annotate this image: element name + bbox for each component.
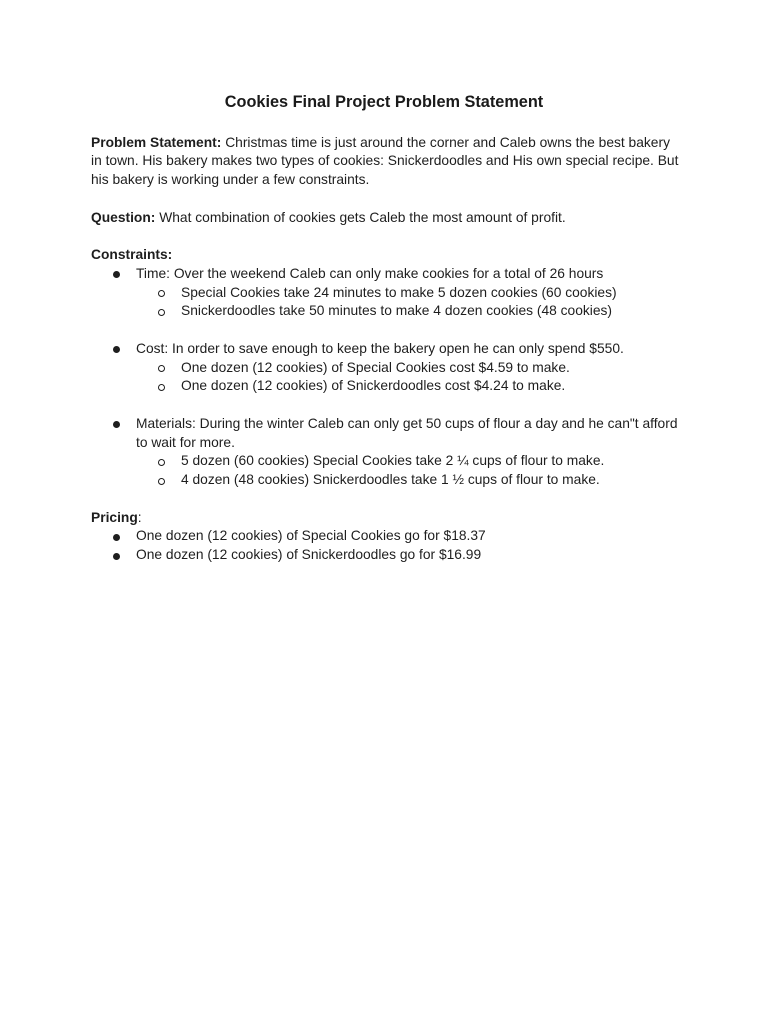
sub-bullet-icon [158,290,165,297]
pricing-label: Pricing [91,509,138,525]
pricing-heading [91,509,682,528]
pricing-list [91,527,682,565]
constraint-subitem [136,284,682,303]
bullet-icon [113,421,120,428]
constraint-subitem-text: One dozen (12 cookies) of Snickerdoodles cost $4.24 to make. [181,378,566,394]
constraint-text: Cost: In order to save enough to keep the bakery open he can only spend $550. [136,340,624,356]
constraint-subitem [136,377,682,396]
bullet-icon [113,271,120,278]
problem-statement-text: Christmas time is just around the corner and Caleb owns the best bakery in town. His bakery makes two types of cookies: Snickerdoodles and His own special recipe. But his bakery is working under a few constraints. [91,134,679,188]
constraint-text: Materials: During the winter Caleb can only get 50 cups of flour a day and he can"t afford to wait for more. [136,415,678,450]
pricing-punctuation: : [137,509,142,525]
bullet-icon [113,346,120,353]
document-title: Cookies Final Project Problem Statement [224,93,544,111]
constraint-subitem-text: Special Cookies take 24 minutes to make 5 dozen cookies (60 cookies) [181,284,617,300]
constraint-item-materials [91,415,682,490]
constraint-text: Time: Over the weekend Caleb can only make cookies for a total of 26 hours [136,265,604,281]
problem-statement-label: Problem Statement: [91,134,222,150]
constraint-item-time [91,265,682,321]
question-text: What combination of cookies gets Caleb the most amount of profit. [159,209,566,225]
sub-bullet-icon [158,365,165,372]
document-body [91,134,682,565]
constraint-subitem [136,452,682,471]
constraint-subitem-text: 4 dozen (48 cookies) Snickerdoodles take 1 ½ cups of flour to make. [181,472,600,488]
question-label: Question: [91,209,156,225]
constraint-item-cost [91,340,682,396]
pricing-item-text: One dozen (12 cookies) of Special Cookies go for $18.37 [136,528,486,544]
sub-bullet-icon [158,459,165,466]
sub-bullet-icon [158,384,165,391]
constraint-subitems [136,284,682,322]
pricing-item [91,546,682,565]
constraint-subitem [136,302,682,321]
pricing-item-text: One dozen (12 cookies) of Snickerdoodles go for $16.99 [136,547,482,563]
constraints-heading: Constraints: [91,247,173,263]
bullet-icon [113,534,120,541]
constraint-subitem [136,359,682,378]
bullet-icon [113,553,120,560]
constraints-list [91,265,682,490]
sub-bullet-icon [158,309,165,316]
sub-bullet-icon [158,478,165,485]
constraint-subitem-text: One dozen (12 cookies) of Special Cookies cost $4.59 to make. [181,359,570,375]
constraint-subitem-text: 5 dozen (60 cookies) Special Cookies take 2 ¼ cups of flour to make. [181,453,605,469]
constraint-subitem-text: Snickerdoodles take 50 minutes to make 4 dozen cookies (48 cookies) [181,303,613,319]
constraint-subitems [136,359,682,397]
pricing-item [91,527,682,546]
question-paragraph [91,209,682,228]
problem-statement-paragraph [91,134,682,190]
constraint-subitem [136,471,682,490]
constraint-subitems [136,452,682,490]
